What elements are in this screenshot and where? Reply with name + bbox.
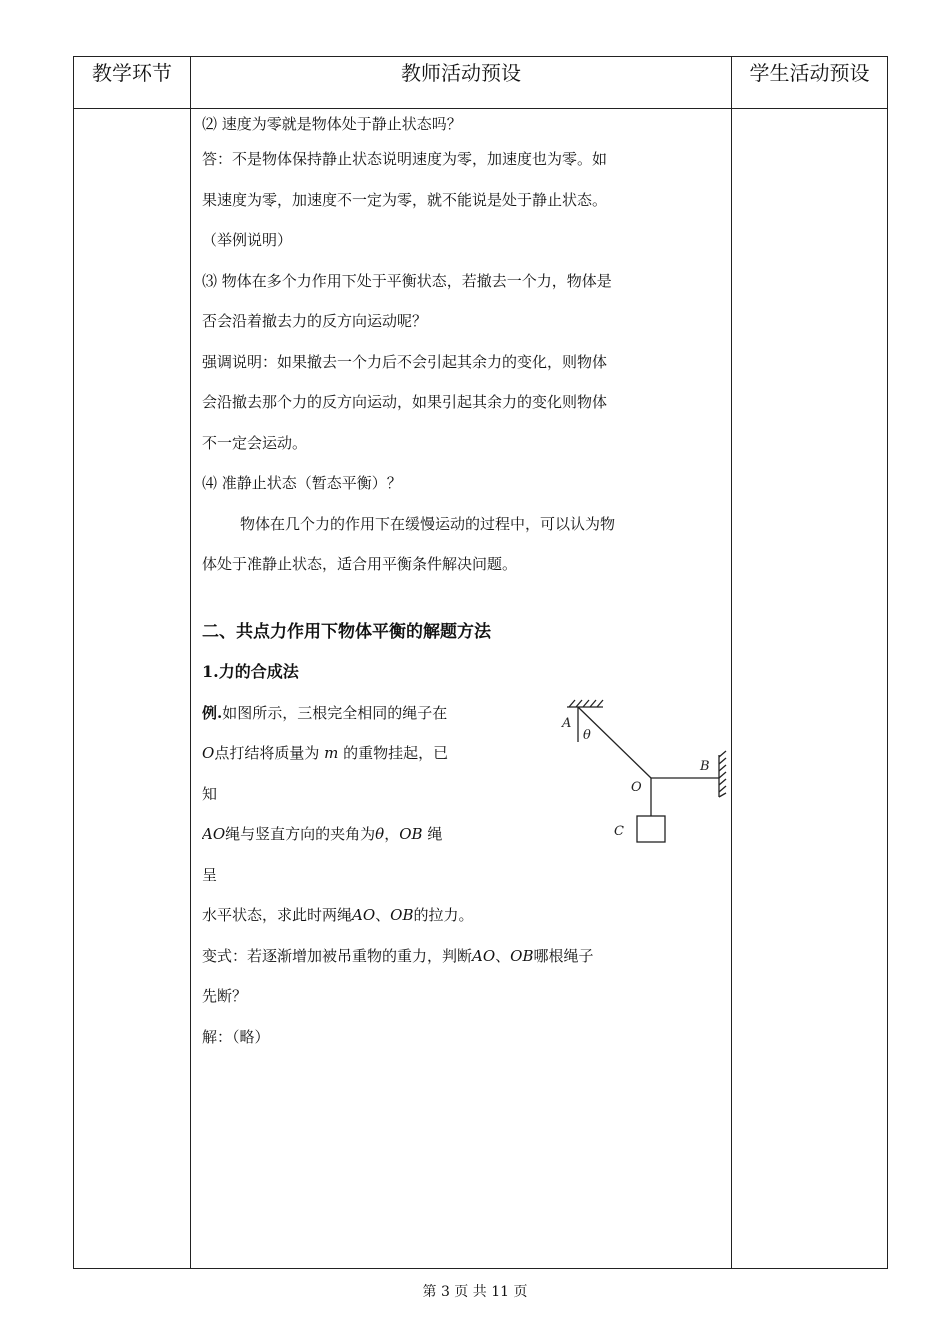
text-line: 不一定会运动。 bbox=[202, 433, 308, 452]
text-line: ⑷ 准静止状态（暂态平衡）？ bbox=[202, 474, 402, 492]
label-A: A bbox=[562, 715, 572, 731]
force-diagram bbox=[559, 697, 739, 857]
text-line: 果速度为零，加速度不一定为零，就不能说是处于静止状态。 bbox=[202, 190, 608, 209]
text-line: 答：不是物体保持静止状态说明速度为零，加速度也为零。如 bbox=[202, 150, 608, 168]
text-line: （举例说明） bbox=[202, 231, 293, 249]
header-teaching-stage: 教学环节 bbox=[74, 57, 191, 109]
header-student-activity: 学生活动预设 bbox=[732, 57, 888, 109]
text-line: 会沿撤去那个力的反方向运动，如果引起其余力的变化则物体 bbox=[202, 393, 608, 411]
student-activity-cell bbox=[732, 109, 888, 1269]
text-line: ⑵ 速度为零就是物体处于静止状态吗？ bbox=[202, 115, 462, 133]
text-line: 否会沿着撤去力的反方向运动呢？ bbox=[202, 312, 428, 330]
teacher-activity-cell: ⑵ 速度为零就是物体处于静止状态吗？ 答：不是物体保持静止状态说明速度为零，加速度也为零。如 果速度为零，加速度不一定为零，就不能说是处于静止状态。 （举例说明） ⑶ 物体在多个力作用下处于平衡状态，若撤去一个力，物体是 否会沿着撤去力的反方向运动呢？ 强调说明：如果撤去一个力后不会引起其余力的变化，则物体 会沿撤去那个力的反方向运动，如果引起其余力的变化则物体 不一定会运动。 ⑷ 准静止状态（暂态平衡）？ 物体在几个力的作用下在缓慢运动的过程中，可以认为物 体处于准静止状态，适合用平衡条件解决问题。 二、共点力作用下物体平衡的解题方法 1.力的合成法 例.如图所示，三根完全相同的绳子在 O点打结将质量为 m 的重物挂起，已 知 AO绳与竖直方向的夹角为θ，OB 绳 呈 水平状态，求此时两绳AO、OB的拉力。 A θ B O C 变式：若逐渐增加被吊重物的重力，判断AO、OB哪根绳子 先断？ 解：（略） bbox=[191, 109, 732, 1269]
sub-heading: 1.力的合成法 bbox=[202, 662, 299, 681]
example-label: 例. bbox=[202, 703, 223, 722]
label-C: C bbox=[614, 823, 624, 839]
teaching-stage-cell bbox=[74, 109, 191, 1269]
lesson-table bbox=[73, 56, 888, 1269]
text-line: 物体在几个力的作用下在缓慢运动的过程中，可以认为物 bbox=[240, 514, 616, 533]
text-line: 强调说明：如果撤去一个力后不会引起其余力的变化，则物体 bbox=[202, 352, 608, 371]
label-B: B bbox=[700, 758, 710, 774]
solution: 解：（略） bbox=[202, 1027, 270, 1046]
text-line: 先断？ bbox=[202, 987, 248, 1005]
header-teacher-activity: 教师活动预设 bbox=[191, 57, 732, 109]
text-line: ⑶ 物体在多个力作用下处于平衡状态，若撤去一个力，物体是 bbox=[202, 271, 612, 290]
example-block: 例.如图所示，三根完全相同的绳子在 O点打结将质量为 m 的重物挂起，已 知 AO绳与竖直方向的夹角为θ，OB 绳 呈 水平状态，求此时两绳AO、OB的拉力。 A θ B O C bbox=[202, 693, 721, 936]
text-line: 体处于准静止状态，适合用平衡条件解决问题。 bbox=[202, 555, 518, 573]
section-heading: 二、共点力作用下物体平衡的解题方法 bbox=[202, 621, 491, 642]
label-O: O bbox=[631, 779, 642, 795]
page-footer: 第 3 页 共 11 页 bbox=[422, 1284, 528, 1300]
label-theta: θ bbox=[583, 727, 591, 743]
